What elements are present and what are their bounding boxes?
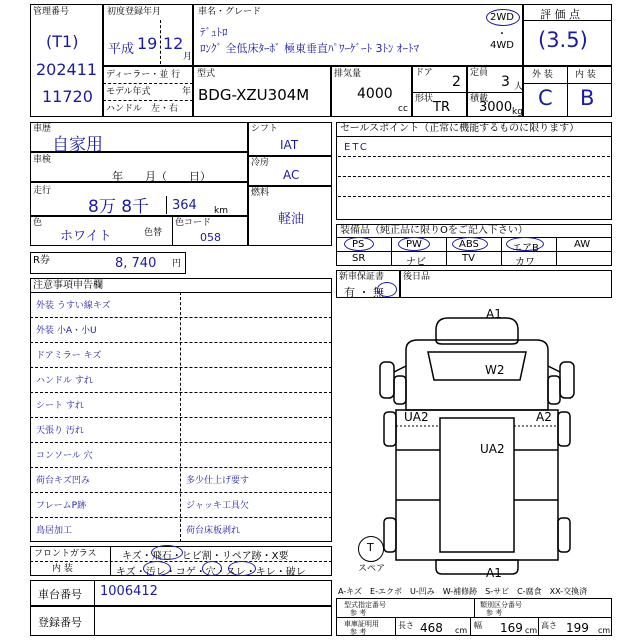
extint-divider (567, 66, 568, 117)
drive-circle (486, 9, 520, 26)
shape-value: TR (433, 100, 450, 115)
eq-navi: ナビ (406, 257, 426, 268)
notes-right-item: 多少仕上げ要す (186, 476, 250, 486)
load-value: 3000 (479, 100, 513, 115)
first-reg-divider (160, 20, 161, 64)
shift-label: シフト (251, 124, 279, 134)
cat-label: 類別区分番号 (480, 601, 522, 609)
first-reg-year: 19 (137, 34, 158, 53)
mileage-unit: km (214, 206, 228, 216)
fuel-label: 燃料 (251, 188, 270, 198)
notes-right-item: 荷台床板剥れ (186, 526, 241, 536)
notes-right-item: ジャッキ工具欠 (186, 501, 249, 511)
mileage-label: 走行 (33, 186, 52, 196)
notes-row-divider (30, 467, 332, 468)
mark-left: UA2 (404, 410, 429, 424)
recycle-box (30, 252, 186, 274)
int-sure-circle (228, 561, 256, 576)
int-label: 内 装 (575, 70, 596, 80)
cert-label: 型式指定番号 (344, 601, 386, 609)
mark-front: A1 (486, 307, 502, 321)
equipment-label: 装備品（純正品に限りOをご記入下さい） (340, 225, 528, 236)
score-divider (523, 20, 612, 21)
glass-label: フロントガラス (34, 549, 97, 559)
eq-pw: PW (406, 239, 422, 250)
height-label: 高さ (541, 621, 557, 630)
selling-l1 (338, 156, 610, 157)
notes-left-item: 荷台キズ凹み (36, 476, 90, 486)
color-label: 色 (33, 218, 43, 228)
notes-row-divider (30, 442, 332, 443)
eq-sr: SR (352, 253, 366, 264)
notes-left-item: 天張り 汚れ (36, 426, 84, 436)
mileage-divider (166, 196, 167, 214)
eq-airb: エアB (512, 243, 539, 254)
usage-label: 車歴 (33, 124, 52, 134)
length-unit: cm (455, 626, 468, 635)
capacity-unit: 人 (514, 82, 524, 92)
eq-col2 (446, 237, 447, 266)
int-value: B (580, 86, 595, 110)
repaint-label: 色替 (144, 228, 163, 238)
load-unit: kg (512, 107, 523, 117)
dims-v2 (395, 617, 396, 636)
first-reg-era: 平成 (108, 42, 135, 57)
eq-kawa: カワ (515, 257, 535, 268)
color-value: ホワイト (60, 229, 112, 244)
recycle-unit: 円 (172, 259, 182, 269)
score-value: (3.5) (538, 28, 588, 52)
ac-value: AC (283, 168, 300, 182)
notes-row-divider (30, 517, 332, 518)
eq-tv: TV (462, 253, 475, 264)
width-label: 幅 (474, 621, 482, 630)
ext-value: C (538, 86, 553, 110)
kanri-label: 管理番号 (33, 7, 70, 17)
disp-unit: cc (398, 104, 408, 114)
kanri-line2: 202411 (36, 60, 98, 79)
selling-hdr-line (336, 136, 612, 137)
eq-col1 (391, 237, 392, 266)
capacity-label: 定員 (470, 68, 489, 78)
selling-label: セールスポイント（正常に機能するものに限ります） (340, 123, 580, 134)
dims-mid (336, 617, 612, 618)
eq-col3 (501, 237, 502, 266)
int-ana-circle (202, 561, 222, 576)
notes-left-item: 外装 うすい線キズ (36, 301, 111, 311)
usage-value: 自家用 (52, 135, 103, 155)
disp-label: 排気量 (334, 69, 362, 79)
mileage-value: 8万 8千 (88, 197, 150, 217)
length-label: 長さ (398, 621, 414, 630)
notes-left-item: 外装 小A・小U (36, 326, 97, 336)
dims-v3 (470, 617, 471, 636)
mileage-sub: 364 (172, 198, 197, 213)
chassis-label: 車台番号 (38, 588, 82, 601)
eq-ps: PS (352, 239, 365, 250)
color-code: 058 (200, 231, 221, 244)
drive-opt2: 4WD (490, 40, 514, 51)
door-value: 2 (452, 74, 461, 90)
notes-left-item: フレームP跡 (36, 501, 87, 511)
disp-value: 4000 (357, 86, 393, 102)
eq-airb-circle (506, 237, 544, 251)
car-name: ﾃﾞｭﾄﾛ (200, 26, 228, 39)
notes-left-item: ハンドル すれ (36, 376, 93, 386)
notes-row-divider (30, 317, 332, 318)
length-value: 468 (420, 621, 443, 635)
recycle-label: R券 (33, 255, 50, 266)
int-yogore-circle (143, 561, 171, 576)
selling-l2 (338, 176, 610, 177)
mark-right: A2 (536, 410, 552, 424)
glass-value: キズ・飛石・ヒビ割・リペア跡・X要 (122, 551, 289, 562)
fuel-value: 軽油 (278, 212, 305, 227)
notes-left-item: 鳥居加工 (36, 526, 73, 536)
mark-roof: W2 (485, 363, 505, 377)
inspection-text: 年 月（ 日） (112, 170, 211, 183)
notes-left-item: シート すれ (36, 401, 84, 411)
notes-label: 注意事項申告欄 (33, 280, 103, 291)
width-unit: cm (525, 626, 538, 635)
warranty-value: 有 ・ 無 (344, 286, 384, 299)
height-unit: cm (598, 626, 611, 635)
notes-row-divider (30, 367, 332, 368)
door-label: ドア (415, 68, 433, 78)
handle-label: ハンドル 左・右 (106, 104, 179, 114)
dealer-label: ディーラー・並 行 (106, 70, 181, 80)
glass-tobiishi-circle (151, 545, 183, 560)
dealer-sep2 (103, 100, 193, 101)
score-label: 評 価 点 (540, 8, 580, 21)
interior-row-label: 内 装 (52, 564, 73, 574)
interior-row-value: キズ・汚レ・コゲ・穴・スレ・キレ・破レ (116, 567, 306, 578)
dims-v4 (538, 617, 539, 636)
spare-mark: T (367, 541, 374, 554)
model-year-unit: 年 (182, 87, 192, 97)
notes-row-divider (30, 417, 332, 418)
first-reg-label: 初度登録年月 (107, 7, 162, 17)
color-divider (172, 216, 173, 246)
notes-hdr-line (30, 292, 332, 293)
eq-pw-circle (398, 237, 430, 251)
reg-cert-ref: 参 考 (350, 628, 367, 636)
notes-row-divider (30, 492, 332, 493)
model-year-label: モデル年式 (106, 87, 151, 97)
notes-left-item: ドアミラー キズ (36, 351, 102, 361)
kanri-line1: (T1) (46, 32, 79, 51)
eq-abs-circle (452, 237, 488, 251)
first-reg-month: 12 (163, 34, 184, 53)
notes-row-divider (30, 392, 332, 393)
width-value: 169 (500, 621, 523, 635)
drive-opt1: 2WD (490, 12, 514, 23)
notes-row-divider (30, 342, 332, 343)
selling-line1: ETC (344, 142, 369, 153)
eq-ps-circle (344, 237, 374, 251)
car-grade: ﾛﾝｸﾞ 全低床ﾀｰﾎﾞ 極東垂直ﾊﾟﾜｰｹﾞｰﾄ 3ﾄﾝ ｵｰﾄﾏ (200, 42, 419, 55)
shape-label: 形状 (415, 94, 434, 104)
mark-center: UA2 (480, 442, 505, 456)
capacity-value: 3 (501, 74, 510, 90)
car-name-label: 車名・グレード (198, 7, 262, 17)
cat-ref: 参 考 (486, 609, 503, 617)
after-box (400, 270, 612, 298)
drive-sep: ・ (497, 29, 507, 40)
regno-label: 登録番号 (38, 616, 82, 629)
extint-hdivider (523, 83, 612, 84)
after-label: 後日品 (403, 272, 431, 282)
eq-aw: AW (574, 239, 591, 250)
notes-left-item: コンソール 穴 (36, 451, 93, 461)
warranty-label: 新車保証書 (339, 272, 385, 282)
reg-cert-label: 車庫証明用 (344, 620, 379, 628)
load-label: 積載 (470, 94, 489, 104)
dealer-sep1 (103, 83, 193, 84)
eq-col4 (556, 237, 557, 266)
shift-value: IAT (280, 138, 299, 152)
recycle-value: 8, 740 (115, 256, 157, 271)
warranty-circle (377, 282, 397, 297)
color-code-label: 色コード (175, 218, 212, 228)
inspection-label: 車検 (33, 155, 52, 165)
model-label: 型式 (197, 69, 216, 79)
kanri-line3: 11720 (42, 87, 93, 106)
mark-rear: A1 (486, 566, 502, 580)
chassis-value: 1006412 (100, 584, 158, 599)
spare-label: スペア (358, 564, 386, 574)
first-reg-month-unit: 月 (183, 52, 193, 62)
eq-abs: ABS (459, 239, 479, 250)
height-value: 199 (566, 621, 589, 635)
dims-v1 (474, 598, 475, 617)
model-value: BDG-XZU304M (198, 86, 310, 104)
ac-label: 冷房 (251, 158, 270, 168)
equipment-mid-line (336, 251, 612, 252)
cert-ref: 参 考 (350, 609, 367, 617)
damage-legend: A-キズ E-エクボ U-凹み W-補修跡 S-サビ C-腐食 XX-交換済 (338, 587, 588, 596)
selling-l3 (338, 196, 610, 197)
ext-label: 外 装 (532, 70, 553, 80)
